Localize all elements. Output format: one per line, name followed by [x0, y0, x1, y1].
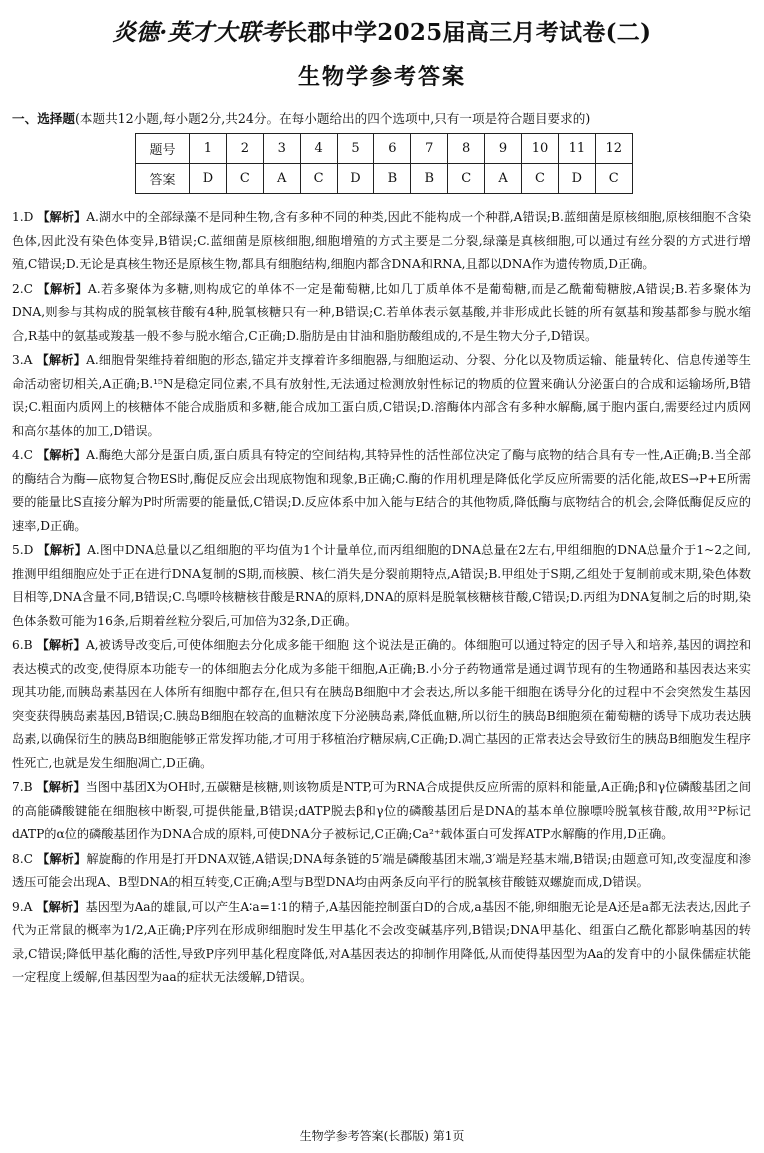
- answer-cell: C: [226, 164, 263, 194]
- section-instruction: (本题共12小题,每小题2分,共24分。在每小题给出的四个选项中,只有一项是符合题目要求的): [74, 111, 591, 126]
- answer-cell: C: [448, 164, 485, 194]
- explanation-item: [12, 896, 751, 990]
- question-number: 2: [226, 134, 263, 164]
- question-number: 1: [190, 134, 227, 164]
- question-number: 11: [558, 134, 595, 164]
- explanation-text: A.细胞骨架维持着细胞的形态,锚定并支撑着许多细胞器,与细胞运动、分裂、分化以及物质运输、能量转化、信息传递等生命活动密切相关,A正确;B.¹⁵N是稳定同位素,不具有放射性,无法通过检测放射性标记的物质的位置来确认分泌蛋白的合成和运输场所,B错误;C.粗面内质网上的核糖体不能合成脂质和多糖,能合成加工蛋白质,C错误;D.溶酶体内部含有多种水解酶,属于胞内蛋白,需要经过内质网和高尔基体的加工,D错误。: [12, 353, 751, 438]
- explanation-text: 当图中基团X为OH时,五碳糖是核糖,则该物质是NTP,可为RNA合成提供反应所需的原料和能量,A正确;β和γ位磷酸基团之间的高能磷酸键能在细胞核中断裂,可提供能量,B错误;dATP脱去β和γ位的磷酸基团后是DNA的基本单位腺嘌呤脱氧核苷酸,故用³²P标记dATP的α位的磷酸基团作为DNA合成的原料,可使DNA分子被标记,C正确;Ca²⁺载体蛋白可发挥ATP水解酶的作用,D正确。: [12, 780, 752, 841]
- explanation-number: 4.C: [12, 448, 33, 462]
- answer-cell: C: [595, 164, 632, 194]
- explanation-item: [12, 206, 751, 277]
- explanation-item: [12, 539, 751, 633]
- question-number: 12: [595, 134, 632, 164]
- explanation-text: A.湖水中的全部绿藻不是同种生物,含有多种不同的种类,因此不能构成一个种群,A错误;B.蓝细菌是原核细胞,原核细胞不含染色体,因此没有染色体变异,B错误;C.蓝细菌是原核细胞,细胞增殖的方式主要是二分裂,绿藻是真核细胞,可以通过有丝分裂的方式进行增殖,C错误;D.无论是真核生物还是原核生物,都具有细胞结构,细胞内都含DNA和RNA,且都以DNA作为遗传物质,D正确。: [12, 210, 752, 271]
- explanation-number: 6.B: [12, 638, 33, 652]
- explanation-number: 2.C: [12, 281, 33, 296]
- explanation-text: 基因型为Aa的雄鼠,可以产生A∶a=1∶1的精子,A基因能控制蛋白D的合成,a基因不能,卵细胞无论是A还是a都无法表达,因此子代为正常鼠的概率为1/2,A正确;P序列在形成卵细胞时发生甲基化不会改变碱基序列,B错误;DNA甲基化、组蛋白乙酰化都影响基因的转录,C错误;降低甲基化酶的活性,导致P序列甲基化程度降低,对A基因表达的抑制作用降低,从而使得基因型为Aa的发育中的小鼠侏儒症状能一定程度上缓解,但基因型为aa的症状无法缓解,D错误。: [12, 899, 752, 984]
- question-number: 8: [448, 134, 485, 164]
- explanation-text: A.若多聚体为多糖,则构成它的单体不一定是葡萄糖,比如几丁质单体不是葡萄糖,而是乙酰葡萄糖胺,A错误;B.若多聚体为DNA,则参与其构成的脱氧核苷酸有4种,脱氧核糖只有一种,B错误;C.若单体表示氨基酸,并非形成此长链的所有氨基和羧基都参与脱水缩合,R基中的氨基或羧基一般不参与脱水缩合,C正确;D.脂肪是由甘油和脂肪酸组成的,不是生物大分子,D错误。: [12, 281, 752, 343]
- explanation-text: A,被诱导改变后,可使体细胞去分化成多能干细胞 这个说法是正确的。体细胞可以通过特定的因子导入和培养,基因的调控和表达模式的改变,使得原本功能专一的体细胞去分化成为多能干细胞,A正确;B.小分子药物通常是通过调节现有的生物通路和基因表达来实现其功能,而胰岛素基因在人体所有细胞中都存在,但只有在胰岛B细胞中才会表达,所以多能干细胞在诱导分化的过程中不会突然发生基因突变获得胰岛素基因,B错误;C.胰岛B细胞在较高的血糖浓度下分泌胰岛素,降低血糖,所以衍生的胰岛B细胞须在葡萄糖的诱导下成功表达胰岛素,以确保衍生的胰岛B细胞能够正常发挥功能,才可用于移植治疗糖尿病,C正确;D.凋亡基因的正常表达会导致衍生的胰岛B细胞发生程序性死亡,也就是发生细胞凋亡,D正确。: [12, 638, 752, 770]
- question-number: 6: [374, 134, 411, 164]
- answer-cell: C: [300, 164, 337, 194]
- answer-cell: D: [190, 164, 227, 194]
- explanation-item: [12, 349, 751, 443]
- question-number: 4: [300, 134, 337, 164]
- explanation-item: [12, 444, 751, 538]
- explanation-item: [12, 278, 751, 349]
- explanation-item: [12, 776, 751, 847]
- explanation-number: 7.B: [12, 780, 33, 794]
- table-row-numbers: [136, 134, 633, 164]
- analysis-tag: 【解析】: [37, 210, 87, 224]
- explanation-number: 1.D: [12, 210, 34, 224]
- answer-cell: D: [337, 164, 374, 194]
- answer-cell: D: [558, 164, 595, 194]
- answer-cell: B: [374, 164, 411, 194]
- explanation-text: 解旋酶的作用是打开DNA双链,A错误;DNA每条链的5′端是磷酸基团末端,3′端是羟基末端,B错误;由题意可知,改变湿度和渗透压可能会出现A、B型DNA的相互转变,C正确;A型与B型DNA均由两条反向平行的脱氧核苷酸链双螺旋而成,D错误。: [12, 851, 752, 889]
- explanation-text: A.酶绝大部分是蛋白质,蛋白质具有特定的空间结构,其特异性的活性部位决定了酶与底物的结合具有专一性,A正确;B.当全部的酶结合为酶—底物复合物ES时,酶促反应会出现底物饱和现象,B正确;C.酶的作用机理是降低化学反应所需要的活化能,故ES→P+E所需要的能量比S直接分解为P时所需要的能量低,C错误;D.反应体系中加入能与E结合的其他物质,降低酶与底物结合的机会,会降低酶促反应的速率,D正确。: [12, 448, 751, 533]
- page-footer: 生物学参考答案(长郡版) 第1页: [299, 1129, 465, 1143]
- explanation-number: 9.A: [12, 899, 33, 914]
- document-subtitle: 生物学参考答案: [297, 65, 466, 90]
- analysis-tag: 【解析】: [37, 543, 88, 557]
- explanations-list: [12, 206, 751, 991]
- question-number: 10: [522, 134, 559, 164]
- explanation-item: [12, 848, 751, 895]
- question-number: 9: [485, 134, 522, 164]
- answer-cell: A: [485, 164, 522, 194]
- exam-header: [0, 14, 764, 47]
- question-number: 3: [263, 134, 300, 164]
- question-number: 5: [337, 134, 374, 164]
- answer-cell: A: [263, 164, 300, 194]
- analysis-tag: 【解析】: [36, 353, 87, 367]
- row-label-number: 题号: [136, 134, 190, 164]
- brand-name: 炎德·英才大联考: [112, 19, 285, 46]
- analysis-tag: 【解析】: [36, 638, 86, 652]
- table-row-answers: [136, 164, 633, 194]
- analysis-tag: 【解析】: [37, 851, 87, 866]
- explanation-number: 3.A: [12, 353, 33, 367]
- analysis-tag: 【解析】: [36, 899, 86, 914]
- section-heading: 一、选择题: [12, 111, 75, 126]
- question-number: 7: [411, 134, 448, 164]
- section-heading-line: [12, 108, 757, 127]
- answer-cell: B: [411, 164, 448, 194]
- explanation-number: 8.C: [12, 851, 33, 866]
- analysis-tag: 【解析】: [37, 281, 88, 296]
- exam-title: 长郡中学2025届高三月考试卷(二): [284, 19, 652, 46]
- analysis-tag: 【解析】: [36, 448, 87, 462]
- explanation-number: 5.D: [12, 543, 34, 557]
- explanation-text: A.图中DNA总量以乙组细胞的平均值为1个计量单位,而丙组细胞的DNA总量在2左右,甲组细胞的DNA总量介于1~2之间,推测甲组细胞应处于正在进行DNA复制的S期,而核膜、核仁消失是分裂前期特点,A错误;B.甲组处于S期,乙组处于复制前或末期,染色体数目相等,DNA含量不同,B错误;C.鸟嘌呤核糖核苷酸是RNA的原料,DNA的原料是脱氧核糖核苷酸,C错误;D.丙组为DNA复制之后的时期,染色体条数可能为16条,后期着丝粒分裂后,可加倍为32条,D正确。: [12, 543, 751, 628]
- analysis-tag: 【解析】: [36, 780, 86, 794]
- row-label-answer: 答案: [136, 164, 190, 194]
- explanation-item: [12, 634, 751, 775]
- answer-table: [135, 133, 633, 194]
- answer-cell: C: [522, 164, 559, 194]
